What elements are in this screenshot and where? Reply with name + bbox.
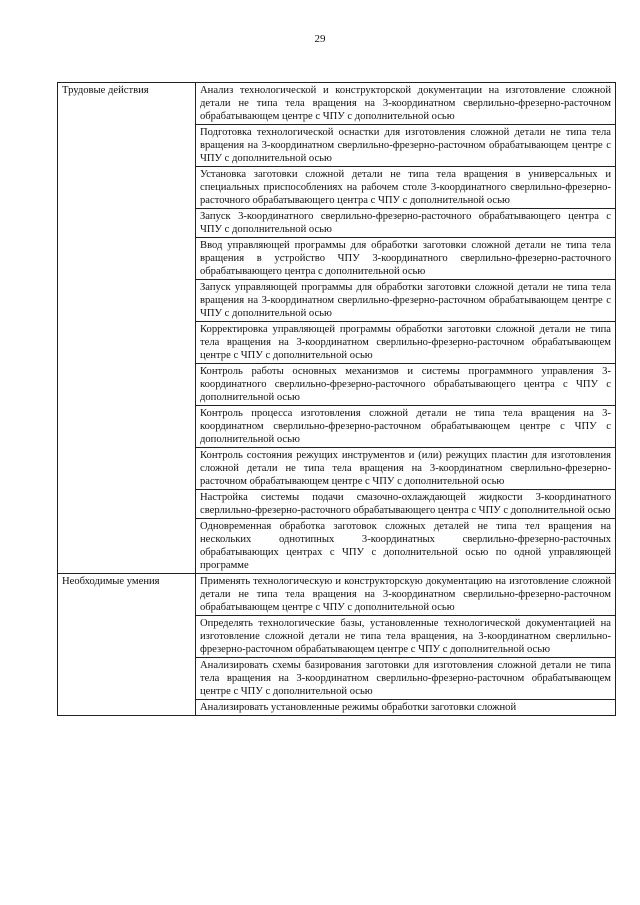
page-number: 29 bbox=[314, 33, 326, 45]
list-item: Ввод управляющей программы для обработки заготовки сложной детали не типа тела вращения в устройство ЧПУ 3-координатного сверлильно-фрезерно-расточного обрабатывающего центра с дополнительной осью bbox=[196, 238, 616, 280]
list-item: Контроль процесса изготовления сложной детали не типа тела вращения на 3-координатном сверлильно-фрезерно-расточном обрабатывающем центре с ЧПУ с дополнительной осью bbox=[196, 406, 616, 448]
list-item: Настройка системы подачи смазочно-охлаждающей жидкости 3-координатного сверлильно-фрезерно-расточного обрабатывающего центра с ЧПУ с дополнительной осью bbox=[196, 490, 616, 519]
table-row bbox=[58, 574, 616, 616]
list-item: Установка заготовки сложной детали не типа тела вращения в универсальных и специальных приспособлениях на рабочем столе 3-координатного сверлильно-фрезерно-расточного обрабатывающего центра с ЧПУ с дополнительной осью bbox=[196, 167, 616, 209]
list-item: Одновременная обработка заготовок сложных деталей не типа тел вращения на нескольких однотипных 3-координатных сверлильно-фрезерно-расточных обрабатывающих центрах с ЧПУ с дополнительной осью по одной управляющей программе bbox=[196, 519, 616, 574]
list-item: Применять технологическую и конструкторскую документацию на изготовление сложной детали не типа тела вращения на 3-координатном сверлильно-фрезерно-расточном обрабатывающем центре с ЧПУ с дополнительной осью bbox=[196, 574, 616, 616]
list-item: Определять технологические базы, установленные технологической документацией на изготовление сложной детали не типа тела вращения, на 3-координатном сверлильно-фрезерно-расточном обрабатывающем центре с ЧПУ с дополнительной осью bbox=[196, 616, 616, 658]
list-item: Запуск управляющей программы для обработки заготовки сложной детали не типа тела вращения на 3-координатном сверлильно-фрезерно-расточном обрабатывающем центре с ЧПУ с дополнительной осью bbox=[196, 280, 616, 322]
list-item: Контроль работы основных механизмов и системы программного управления 3-координатного сверлильно-фрезерно-расточного обрабатывающего центра с ЧПУ с дополнительной осью bbox=[196, 364, 616, 406]
list-item: Корректировка управляющей программы обработки заготовки сложной детали не типа тела вращения на 3-координатном сверлильно-фрезерно-расточном обрабатывающем центре с ЧПУ с дополнительной осью bbox=[196, 322, 616, 364]
list-item: Запуск 3-координатного сверлильно-фрезерно-расточного обрабатывающего центра с ЧПУ с дополнительной осью bbox=[196, 209, 616, 238]
competency-table bbox=[57, 82, 616, 716]
list-item: Анализировать схемы базирования заготовки для изготовления сложной детали не типа тела вращения на 3-координатном сверлильно-фрезерно-расточном обрабатывающем центре с ЧПУ с дополнительной осью bbox=[196, 658, 616, 700]
section-label-labor-actions: Трудовые действия bbox=[58, 83, 196, 574]
section-label-required-skills: Необходимые умения bbox=[58, 574, 196, 716]
list-item: Подготовка технологической оснастки для изготовления сложной детали не типа тела вращения на 3-координатном сверлильно-фрезерно-расточном обрабатывающем центре с ЧПУ с дополнительной осью bbox=[196, 125, 616, 167]
list-item: Контроль состояния режущих инструментов и (или) режущих пластин для изготовления сложной детали не типа тела вращения на 3-координатном сверлильно-фрезерно-расточном обрабатывающем центре с ЧПУ с дополнительной осью bbox=[196, 448, 616, 490]
list-item: Анализировать установленные режимы обработки заготовки сложной bbox=[196, 700, 616, 716]
table-row bbox=[58, 83, 616, 125]
list-item: Анализ технологической и конструкторской документации на изготовление сложной детали не типа тела вращения на 3-координатном сверлильно-фрезерно-расточном обрабатывающем центре с ЧПУ с дополнительной осью bbox=[196, 83, 616, 125]
